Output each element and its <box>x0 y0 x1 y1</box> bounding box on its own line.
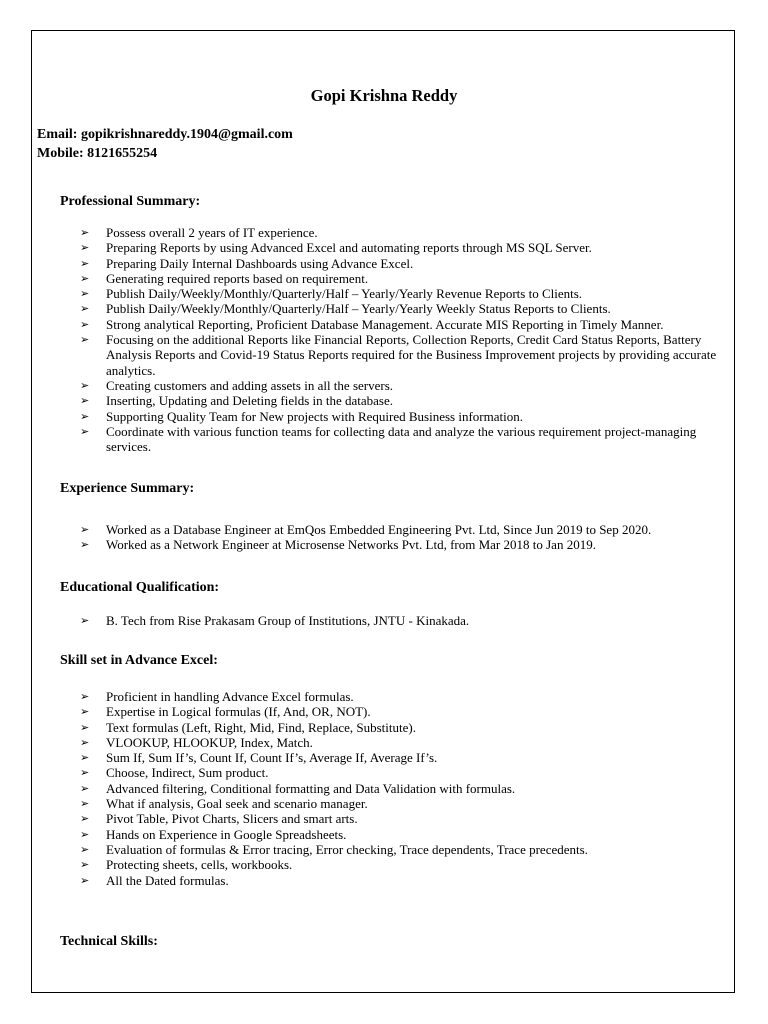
arrow-bullet-icon: ➢ <box>80 705 90 719</box>
list-item <box>80 765 720 780</box>
arrow-bullet-icon: ➢ <box>80 538 90 552</box>
list-item <box>80 613 720 628</box>
list-item <box>80 537 720 552</box>
arrow-bullet-icon: ➢ <box>80 241 90 255</box>
list-item-text: Preparing Daily Internal Dashboards using Advance Excel. <box>106 255 414 271</box>
email-line: Email: gopikrishnareddy.1904@gmail.com <box>37 127 293 142</box>
list-item-text: Sum If, Sum If’s, Count If, Count If’s, Average If, Average If’s. <box>106 750 438 766</box>
list-item-text: Worked as a Database Engineer at EmQos Embedded Engineering Pvt. Ltd, Since Jun 2019 to Sep 2020. <box>106 522 652 537</box>
list-item-text: Preparing Reports by using Advanced Excel and automating reports through MS SQL Server. <box>106 240 592 256</box>
arrow-bullet-icon: ➢ <box>80 424 90 438</box>
list-item <box>80 689 720 704</box>
list-item-text: B. Tech from Rise Prakasam Group of Institutions, JNTU - Kinakada. <box>106 613 470 628</box>
educational-qualification-list <box>80 613 720 628</box>
list-item-text: Creating customers and adding assets in all the servers. <box>106 377 394 393</box>
list-item <box>80 811 720 826</box>
list-item-text: What if analysis, Goal seek and scenario manager. <box>106 796 368 812</box>
list-item-text: All the Dated formulas. <box>106 872 229 888</box>
list-item-text: Advanced filtering, Conditional formatting and Data Validation with formulas. <box>106 780 516 796</box>
arrow-bullet-icon: ➢ <box>80 333 90 347</box>
list-item <box>80 286 720 301</box>
arrow-bullet-icon: ➢ <box>80 751 90 765</box>
list-item-text: Generating required reports based on requirement. <box>106 270 369 286</box>
arrow-bullet-icon: ➢ <box>80 226 90 239</box>
list-item <box>80 873 720 888</box>
list-item-text: Protecting sheets, cells, workbooks. <box>106 857 293 873</box>
list-item-text: Worked as a Network Engineer at Microsense Networks Pvt. Ltd, from Mar 2018 to Jan 2019. <box>106 537 596 553</box>
professional-summary-heading: Professional Summary: <box>60 194 201 209</box>
mobile-line: Mobile: 8121655254 <box>37 146 158 161</box>
arrow-bullet-icon: ➢ <box>80 409 90 423</box>
list-item-text: Choose, Indirect, Sum product. <box>106 765 269 781</box>
professional-summary-list <box>80 225 720 454</box>
list-item <box>80 225 720 240</box>
arrow-bullet-icon: ➢ <box>80 271 90 285</box>
list-item-text: Inserting, Updating and Deleting fields in the database. <box>106 393 394 409</box>
arrow-bullet-icon: ➢ <box>80 858 90 872</box>
arrow-bullet-icon: ➢ <box>80 690 90 703</box>
candidate-name: Gopi Krishna Reddy <box>310 86 458 105</box>
arrow-bullet-icon: ➢ <box>80 394 90 408</box>
technical-skills-heading: Technical Skills: <box>60 934 158 949</box>
list-item <box>80 750 720 765</box>
arrow-bullet-icon: ➢ <box>80 766 90 780</box>
list-item <box>80 735 720 750</box>
list-item-text: VLOOKUP, HLOOKUP, Index, Match. <box>106 734 313 750</box>
arrow-bullet-icon: ➢ <box>80 317 90 331</box>
arrow-bullet-icon: ➢ <box>80 797 90 811</box>
list-item <box>80 781 720 796</box>
list-item <box>80 240 720 255</box>
excel-skills-list <box>80 689 720 888</box>
list-item <box>80 393 720 408</box>
list-item-text: Publish Daily/Weekly/Monthly/Quarterly/Half – Yearly/Yearly Revenue Reports to Clients. <box>106 286 583 302</box>
list-item <box>80 271 720 286</box>
list-item <box>80 256 720 271</box>
list-item <box>80 424 720 455</box>
arrow-bullet-icon: ➢ <box>80 287 90 301</box>
list-item <box>80 842 720 857</box>
list-item <box>80 301 720 316</box>
list-item <box>80 720 720 735</box>
list-item-text: Proficient in handling Advance Excel formulas. <box>106 689 354 704</box>
list-item <box>80 857 720 872</box>
arrow-bullet-icon: ➢ <box>80 735 90 749</box>
list-item-text: Supporting Quality Team for New projects with Required Business information. <box>106 408 523 424</box>
list-item-text: Focusing on the additional Reports like Financial Reports, Collection Reports, Credit Card Status Reports, Battery Analysis Reports and Covid-19 Status Reports required for the Business Improvement projects by providing accurate analytics. <box>106 332 717 378</box>
list-item-text: Possess overall 2 years of IT experience. <box>106 225 318 240</box>
experience-summary-list <box>80 522 720 553</box>
list-item-text: Publish Daily/Weekly/Monthly/Quarterly/Half – Yearly/Yearly Weekly Status Reports to Clients. <box>106 301 611 317</box>
excel-skills-heading: Skill set in Advance Excel: <box>60 653 218 668</box>
arrow-bullet-icon: ➢ <box>80 256 90 270</box>
list-item-text: Expertise in Logical formulas (If, And, OR, NOT). <box>106 704 371 720</box>
list-item <box>80 317 720 332</box>
list-item-text: Pivot Table, Pivot Charts, Slicers and smart arts. <box>106 811 358 827</box>
arrow-bullet-icon: ➢ <box>80 827 90 841</box>
list-item-text: Coordinate with various function teams for collecting data and analyze the various requirement project-managing services. <box>106 423 697 455</box>
list-item <box>80 378 720 393</box>
arrow-bullet-icon: ➢ <box>80 614 90 627</box>
arrow-bullet-icon: ➢ <box>80 842 90 856</box>
list-item <box>80 409 720 424</box>
arrow-bullet-icon: ➢ <box>80 812 90 826</box>
list-item-text: Text formulas (Left, Right, Mid, Find, Replace, Substitute). <box>106 719 416 735</box>
list-item <box>80 704 720 719</box>
list-item <box>80 332 720 378</box>
list-item-text: Hands on Experience in Google Spreadsheets. <box>106 826 347 842</box>
list-item-text: Evaluation of formulas & Error tracing, Error checking, Trace dependents, Trace precedents. <box>106 841 588 857</box>
arrow-bullet-icon: ➢ <box>80 720 90 734</box>
list-item <box>80 827 720 842</box>
list-item-text: Strong analytical Reporting, Proficient Database Management. Accurate MIS Reporting in Timely Manner. <box>106 316 664 332</box>
arrow-bullet-icon: ➢ <box>80 781 90 795</box>
arrow-bullet-icon: ➢ <box>80 873 90 887</box>
educational-qualification-heading: Educational Qualification: <box>60 580 220 595</box>
experience-summary-heading: Experience Summary: <box>60 481 195 496</box>
list-item <box>80 796 720 811</box>
arrow-bullet-icon: ➢ <box>80 302 90 316</box>
list-item <box>80 522 720 537</box>
arrow-bullet-icon: ➢ <box>80 378 90 392</box>
arrow-bullet-icon: ➢ <box>80 523 90 536</box>
